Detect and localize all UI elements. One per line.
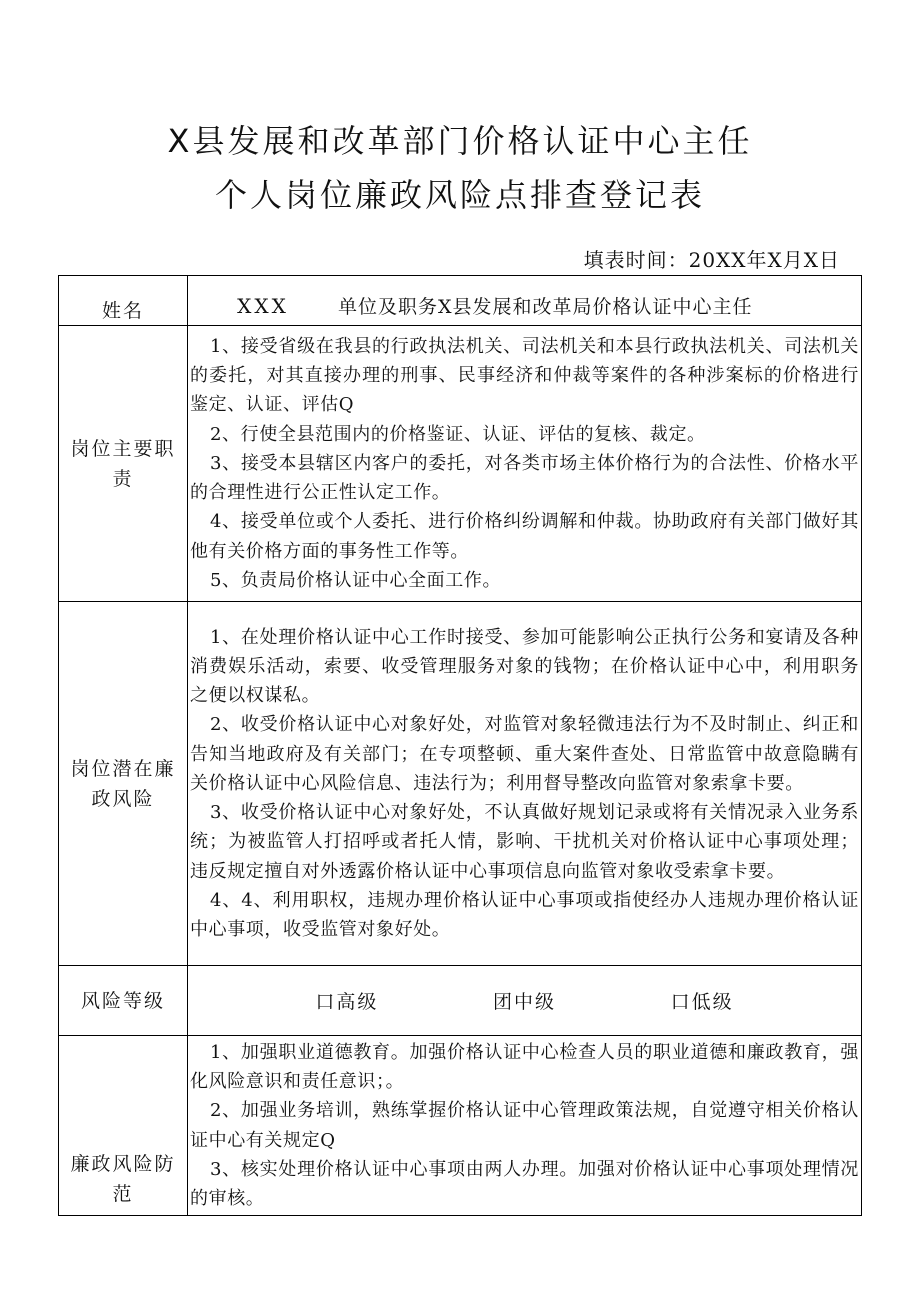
risks-content (188, 602, 862, 966)
duties-label: 岗位主要职责 (59, 326, 188, 602)
prevention-item: 2、加强业务培训，熟练掌握价格认证中心管理政策法规，自觉遵守相关价格认证中心有关规定Q (190, 1100, 859, 1151)
prevention-label-text: 廉政风险防范 (70, 1153, 176, 1206)
duty-item: 1、接受省级在我县的行政执法机关、司法机关和本县行政执法机关、司法机关的委托，对其直接办理的刑事、民事经济和仲裁等案件的各种涉案标的价格进行鉴定、认证、评估Q (190, 336, 859, 416)
prevention-row (59, 1036, 862, 1216)
name-row (59, 276, 862, 326)
prevention-item: 1、加强职业道德教育。加强价格认证中心检查人员的职业道德和廉政教育，强化风险意识和责任意识；。 (190, 1042, 859, 1093)
risks-row (59, 602, 862, 966)
level-low-option: 口低级 (670, 991, 734, 1013)
risk-item: 2、收受价格认证中心对象好处，对监管对象轻微违法行为不及时制止、纠正和告知当地政府及有关部门；在专项整顿、重大案件查处、日常监管中故意隐瞒有关价格认证中心风险信息、违法行为；利用督导整改向监管对象索拿卡要。 (190, 714, 859, 794)
duty-item: 4、接受单位或个人委托、进行价格纠纷调解和仲裁。协助政府有关部门做好其他有关价格方面的事务性工作等。 (190, 511, 859, 562)
prevention-content (188, 1036, 862, 1216)
duty-item: 5、负责局价格认证中心全面工作。 (210, 569, 502, 591)
risk-item: 1、在处理价格认证中心工作时接受、参加可能影响公正执行公务和宴请及各种消费娱乐活动，索要、收受管理服务对象的钱物；在价格认证中心中，利用职务之便以权谋私。 (190, 626, 859, 707)
title-line-2: 个人岗位廉政风险点排查登记表 (214, 176, 705, 214)
prevention-item: 3、核实处理价格认证中心事项由两人办理。加强对价格认证中心事项处理情况的审核。 (190, 1158, 859, 1210)
level-label: 风险等级 (59, 966, 188, 1036)
risk-item: 3、收受价格认证中心对象好处，不认真做好规划记录或将有关情况录入业务系统；为被监管人打招呼或者托人情，影响、干扰机关对价格认证中心事项处理；违反规定擅自对外透露价格认证中心事项信息向监管对象收受索拿卡要。 (190, 802, 859, 882)
unit-position: 单位及职务X县发展和改革局价格认证中心主任 (338, 296, 753, 318)
registration-table (58, 275, 862, 1216)
name-value: XXX (237, 293, 289, 318)
risk-item: 4、4、利用职权，违规办理价格认证中心事项或指使经办人违规办理价格认证中心事项，收受监管对象好处。 (190, 889, 859, 940)
duties-row (59, 326, 862, 602)
prevention-label (59, 1036, 188, 1216)
duty-item: 2、行使全县范围内的价格鉴证、认证、评估的复核、裁定。 (210, 423, 706, 445)
duty-item: 3、接受本县辖区内客户的委托，对各类市场主体价格行为的合法性、价格水平的合理性进行公正性认定工作。 (190, 452, 859, 504)
title-line-1: X县发展和改革部门价格认证中心主任 (167, 122, 753, 160)
level-high-option: 口高级 (315, 991, 379, 1013)
fill-date: 填表时间：20XX年X月X日 (583, 248, 840, 272)
name-label-text: 姓名 (101, 299, 144, 322)
level-mid-option: 团中级 (492, 991, 556, 1013)
level-options (188, 966, 862, 1036)
name-content-cell (188, 276, 862, 326)
risks-label: 岗位潜在廉政风险 (59, 602, 188, 966)
name-label (59, 276, 188, 326)
risk-level-row (59, 966, 862, 1036)
duties-content (188, 326, 862, 602)
